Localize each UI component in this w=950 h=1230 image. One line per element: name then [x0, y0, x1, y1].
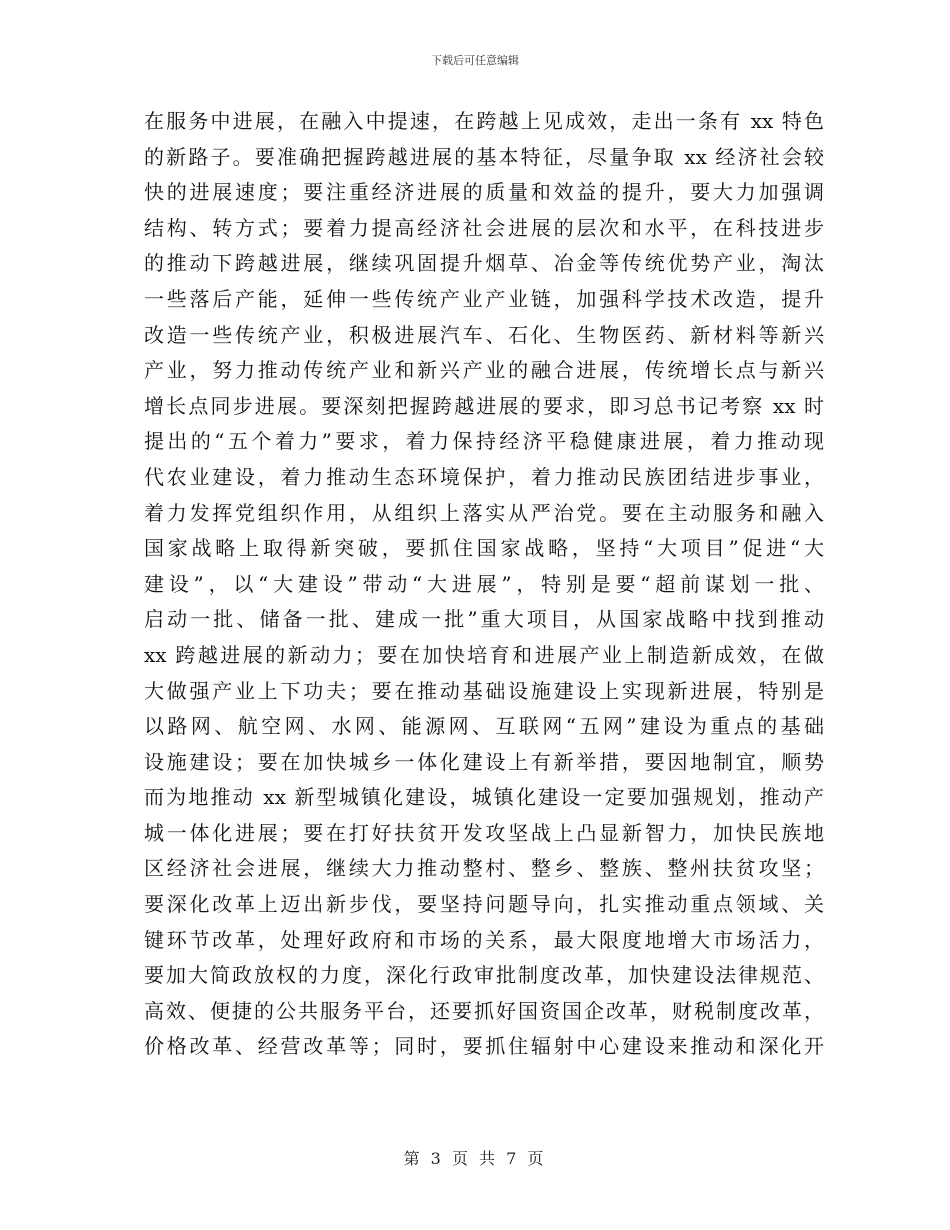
text-line: 要深化改革上迈出新步伐，要坚持问题导向，扎实推动重点领域、关 [144, 892, 824, 917]
text-line: 结构、转方式；要着力提高经济社会进展的层次和水平，在科技进步 [144, 215, 824, 240]
body-text [144, 104, 824, 1065]
text-line: 增长点同步进展。要深刻把握跨越进展的要求，即习总书记考察 xx 时 [144, 393, 824, 418]
text-line: 改造一些传统产业，积极进展汽车、石化、生物医药、新材料等新兴 [144, 322, 824, 347]
text-line: 价格改革、经营改革等；同时，要抓住辐射中心建设来推动和深化开 [144, 1034, 824, 1059]
text-line: 快的进展速度；要注重经济进展的质量和效益的提升，要大力加强调 [144, 180, 824, 205]
text-line: 一些落后产能，延伸一些传统产业产业链，加强科学技术改造，提升 [144, 286, 824, 311]
text-line: 启动一批、储备一批、建成一批”重大项目，从国家战略中找到推动 [144, 607, 824, 632]
text-line: 提出的“五个着力”要求，着力保持经济平稳健康进展，着力推动现 [144, 429, 824, 454]
text-line: 建设”，以“大建设”带动“大进展”，特别是要“超前谋划一批、 [144, 571, 824, 596]
text-line: 代农业建设，着力推动生态环境保护，着力推动民族团结进步事业， [144, 464, 824, 489]
text-line: 键环节改革，处理好政府和市场的关系，最大限度地增大市场活力， [144, 927, 824, 952]
page-number-footer: 第 3 页 共 7 页 [403, 1149, 547, 1168]
text-line: 城一体化进展；要在打好扶贫开发攻坚战上凸显新智力，加快民族地 [144, 820, 824, 845]
text-line: 产业，努力推动传统产业和新兴产业的融合进展，传统增长点与新兴 [144, 358, 824, 383]
text-line: 国家战略上取得新突破，要抓住国家战略，坚持“大项目”促进“大 [144, 536, 824, 561]
text-line: xx 跨越进展的新动力；要在加快培育和进展产业上制造新成效，在做 [144, 642, 824, 667]
text-line: 而为地推动 xx 新型城镇化建设，城镇化建设一定要加强规划，推动产 [144, 785, 824, 810]
text-line: 要加大简政放权的力度，深化行政审批制度改革，加快建设法律规范、 [144, 963, 824, 988]
text-line: 高效、便捷的公共服务平台，还要抓好国资国企改革，财税制度改革， [144, 998, 824, 1023]
text-line: 区经济社会进展，继续大力推动整村、整乡、整族、整州扶贫攻坚； [144, 856, 824, 881]
page-header: 下载后可任意编辑 [431, 54, 519, 67]
text-line: 设施建设；要在加快城乡一体化建设上有新举措，要因地制宜，顺势 [144, 749, 824, 774]
text-line: 的新路子。要准确把握跨越进展的基本特征，尽量争取 xx 经济社会较 [144, 144, 824, 169]
text-line: 以路网、航空网、水网、能源网、互联网“五网”建设为重点的基础 [144, 714, 824, 739]
text-line: 的推动下跨越进展，继续巩固提升烟草、冶金等传统优势产业，淘汰 [144, 251, 824, 276]
text-line: 大做强产业上下功夫；要在推动基础设施建设上实现新进展，特别是 [144, 678, 824, 703]
text-line: 在服务中进展，在融入中提速，在跨越上见成效，走出一条有 xx 特色 [144, 109, 824, 133]
text-line: 着力发挥党组织作用，从组织上落实从严治党。要在主动服务和融入 [144, 500, 824, 525]
